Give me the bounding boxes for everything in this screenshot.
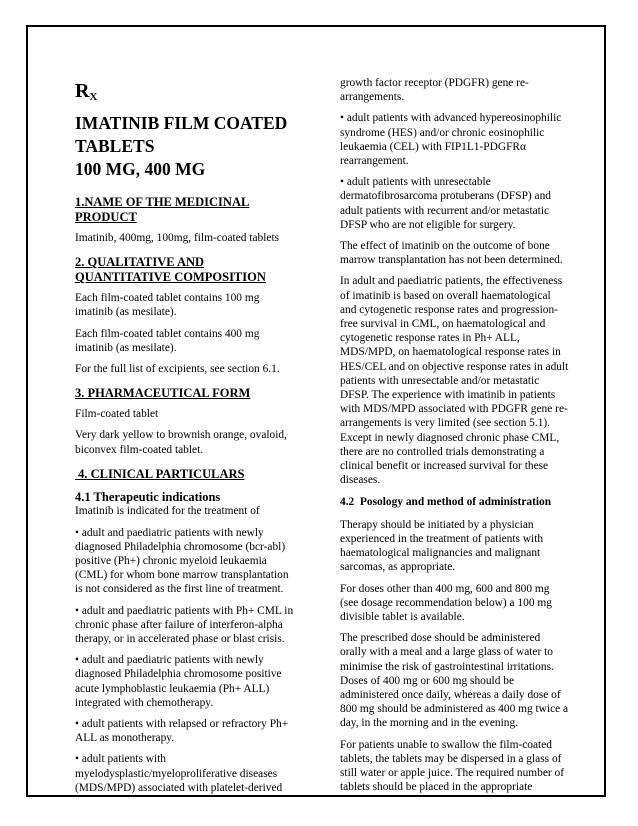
body-paragraph: Therapy should be initiated by a physician experienced in the treatment of patients with haematological malignancies and malignant sarcomas, as appropriate.	[340, 518, 544, 574]
indication-item: • adult patients with advanced hypereosinophilic syndrome (HES) and/or chronic eosinophilic leukaemia (CEL) with FIP1L1-PDGFRα rearrangement.	[340, 112, 562, 168]
body-paragraph: For patients unable to swallow the film-coated tablets, the tablets may be dispersed in a glass of still water or apple juice. The required number of tablets should be placed in the appropriate	[340, 738, 565, 794]
indication-item: • adult patients with unresectable dermatofibrosarcoma protuberans (DFSP) and adult patients with recurrent and/or metastatic DFSP who are not eligible for surgery.	[340, 176, 551, 231]
section-heading-1: 1.NAME OF THE MEDICINAL PRODUCT	[75, 195, 250, 224]
right-column	[340, 76, 569, 801]
body-paragraph: In adult and paediatric patients, the effectiveness of imatinib is based on overall haematological and cytogenetic response rates and progression-free survival in CML, on haematological and cytogenetic response rates in Ph+ ALL, MDS/MPD, on haematological response rates in HES/CEL and on objective response rates in adult patients with unresectable and/or metastatic DFSP. The experience with imatinib in patients with MDS/MPD associated with PDGFR gene re-arrangements is very limited (see section 5.1). Except in newly diagnosed chronic phase CML, there are no controlled trials demonstrating a clinical benefit or increased survival for these diseases.	[340, 275, 569, 487]
left-column	[75, 78, 297, 802]
rx-symbol	[75, 80, 297, 108]
indication-item: • adult and paediatric patients with newly diagnosed Philadelphia chromosome positive acute lymphoblastic leukaemia (Ph+ ALL) integrated with chemotherapy.	[75, 654, 282, 709]
indication-item: • adult and paediatric patients with newly diagnosed Philadelphia chromosome (bcr-abl) positive (Ph+) chronic myeloid leukaemia (CML) for whom bone marrow transplantation is not considered as the first line of treatment.	[75, 526, 289, 596]
section-heading-4: 4. CLINICAL PARTICULARS	[75, 466, 245, 481]
composition-100mg: Each film-coated tablet contains 100 mg imatinib (as mesilate).	[75, 292, 260, 319]
rx-letter: R	[75, 80, 90, 102]
indication-item: • adult patients with myelodysplastic/myeloproliferative diseases (MDS/MPD) associated with platelet-derived	[75, 753, 283, 794]
body-paragraph: The prescribed dose should be administered orally with a meal and a large glass of water to minimise the risk of gastrointestinal irritations. Doses of 400 mg or 600 mg should be administered once daily, whereas a daily dose of 800 mg should be administered as 400 mg twice a day, in the morning and in the evening.	[340, 632, 569, 730]
indication-item: • adult and paediatric patients with Ph+ CML in chronic phase after failure of interferon-alpha therapy, or in accelerated phase or blast crisis.	[75, 604, 294, 645]
title-line: 100 MG, 400 MG	[75, 159, 206, 179]
indications-intro: Imatinib is indicated for the treatment of	[75, 505, 260, 518]
body-paragraph: For doses other than 400 mg, 600 and 800 mg (see dosage recommendation below) a 100 mg divisible tablet is available.	[340, 582, 552, 623]
document-title	[75, 112, 297, 181]
rx-subscript: X	[89, 91, 98, 103]
section-heading-3: 3. PHARMACEUTICAL FORM	[75, 386, 251, 401]
tablet-description: Very dark yellow to brownish orange, ovaloid, biconvex film-coated tablet.	[75, 429, 287, 456]
composition-400mg: Each film-coated tablet contains 400 mg imatinib (as mesilate).	[75, 327, 260, 354]
pharmaceutical-form: Film-coated tablet	[75, 408, 159, 421]
title-line: TABLETS	[75, 136, 155, 156]
subsection-heading-4-1: 4.1 Therapeutic indications	[75, 489, 221, 504]
excipients-note: For the full list of excipients, see section 6.1.	[75, 363, 280, 376]
indication-continued: growth factor receptor (PDGFR) gene re-arrangements.	[340, 77, 529, 104]
indication-item: • adult patients with relapsed or refractory Ph+ ALL as monotherapy.	[75, 717, 289, 745]
body-paragraph: The effect of imatinib on the outcome of bone marrow transplantation has not been determined.	[340, 240, 563, 267]
product-name: Imatinib, 400mg, 100mg, film-coated tablets	[75, 232, 280, 244]
title-line: IMATINIB FILM COATED	[75, 113, 288, 133]
section-heading-2: 2. QUALITATIVE AND QUANTITATIVE COMPOSITION	[75, 255, 266, 285]
subsection-heading-4-2: 4.2 Posology and method of administration	[340, 496, 552, 509]
